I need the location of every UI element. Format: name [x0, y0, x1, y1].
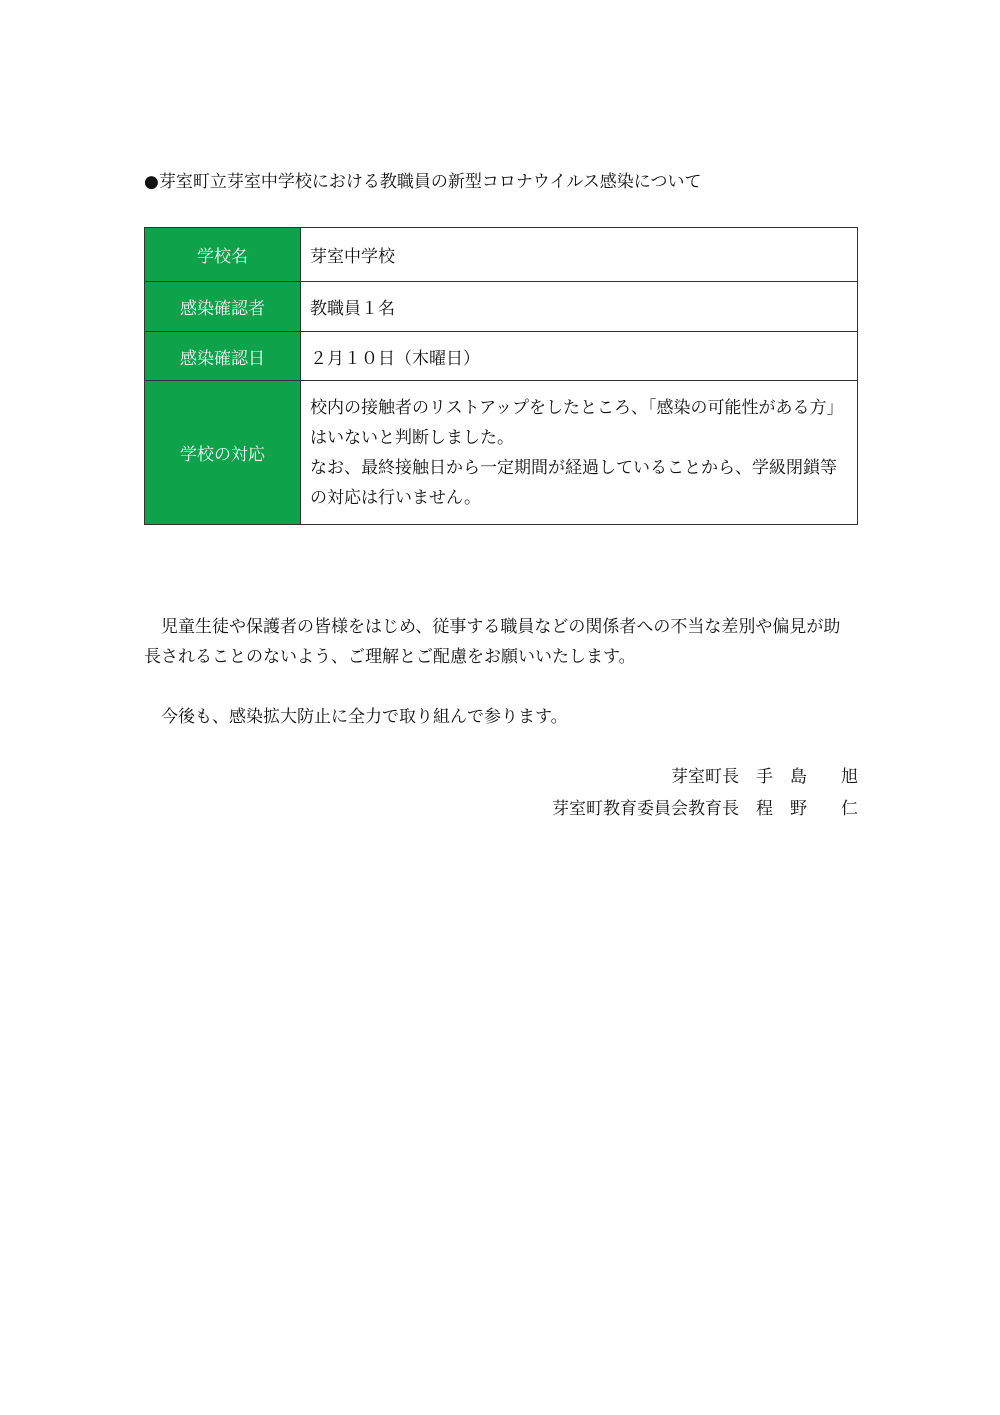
table-row-school-response [145, 381, 858, 525]
table-row-confirmed-date [145, 332, 858, 381]
confirmed-date-value: ２月１０日（木曜日） [301, 332, 858, 381]
signature-mayor: 芽室町長 手 島 旭 [671, 767, 858, 787]
table-row-confirmed-person [145, 282, 858, 332]
paragraph-line: 児童生徒や保護者の皆様をはじめ、従事する職員などの関係者への不当な差別や偏見が助 [161, 617, 841, 637]
response-line: の対応は行いません。 [310, 487, 482, 508]
response-line: 校内の接触者のリストアップをしたところ、「感染の可能性がある方」 [310, 397, 844, 418]
document-title: ●芽室町立芽室中学校における教職員の新型コロナウイルス感染について [144, 172, 702, 192]
school-response-label: 学校の対応 [145, 381, 301, 525]
confirmed-date-label: 感染確認日 [145, 332, 301, 381]
confirmed-person-label: 感染確認者 [145, 282, 301, 332]
request-paragraph [144, 612, 860, 672]
paragraph-line: 今後も、感染拡大防止に全力で取り組んで参ります。 [161, 707, 568, 727]
closing-paragraph [144, 702, 860, 732]
response-line: なお、最終接触日から一定期間が経過していることから、学級閉鎖等 [310, 457, 837, 478]
response-line: はいないと判断しました。 [310, 427, 514, 448]
school-name-value: 芽室中学校 [301, 228, 858, 282]
school-name-label: 学校名 [145, 228, 301, 282]
confirmed-person-value: 教職員１名 [301, 282, 858, 332]
table-row-school-name [145, 228, 858, 282]
paragraph-line: 長されることのないよう、ご理解とご配慮をお願いいたします。 [144, 647, 636, 667]
signature-superintendent: 芽室町教育委員会教育長 程 野 仁 [552, 799, 858, 819]
school-response-value [301, 381, 858, 525]
info-table [144, 227, 858, 525]
